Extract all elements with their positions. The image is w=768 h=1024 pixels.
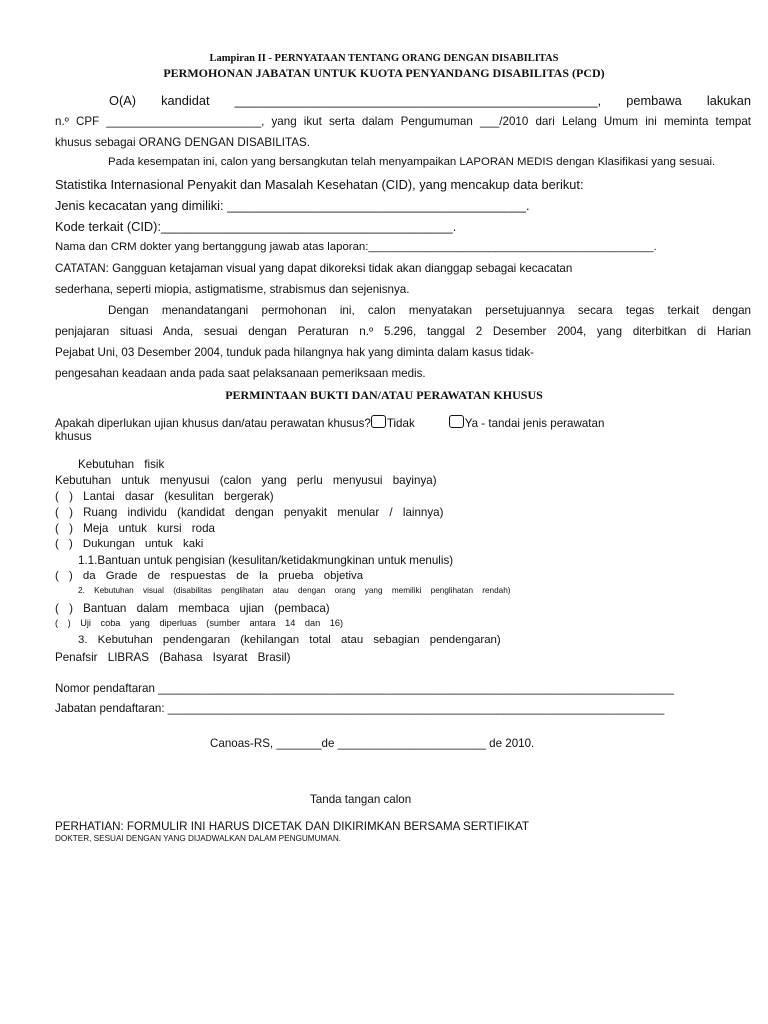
consent-line-3: Pejabat Uni, 03 Desember 2004, tunduk pada hilangnya hak yang diminta dalam kasus tidak- [55, 346, 534, 359]
checkbox-yes[interactable] [449, 415, 464, 428]
visual-needs-title: 2. Kebutuhan visual (disabilitas penglihatan atau dengan orang yang memiliki penglihatan rendah) [78, 586, 511, 595]
option-reader[interactable]: ( ) Bantuan dalam membaca ujian (pembaca) [55, 602, 330, 615]
fill-help-item: 1.1.Bantuan untuk pengisian (kesulitan/ketidakmungkinan untuk menulis) [78, 554, 454, 567]
libras-interpreter: Penafsir LIBRAS (Bahasa Isyarat Brasil) [55, 651, 291, 664]
option-wheelchair-table[interactable]: ( ) Meja untuk kursi roda [55, 522, 216, 535]
intro-line-3: khusus sebagai ORANG DENGAN DISABILITAS. [55, 136, 310, 149]
registration-position-field[interactable]: Jabatan pendaftaran: _____________________________________________________________________________ [55, 702, 665, 715]
question-text: Apakah diperlukan ujian khusus dan/atau perawatan khusus? [55, 417, 371, 430]
option-answer-grid[interactable]: ( ) da Grade de respuestas de la prueba objetiva [55, 570, 364, 582]
special-need-question [55, 415, 604, 430]
intro-line-1: O(A) kandidat ___________________________________________________, pembawa lakukan [109, 93, 751, 108]
consent-line-4: pengesahan keadaan anda pada saat pelaksanaan pemeriksaan medis. [55, 367, 426, 380]
note-line-1: CATATAN: Gangguan ketajaman visual yang dapat dikoreksi tidak akan dianggap sebagai kecacatan [55, 262, 573, 275]
doctor-crm-field: Nama dan CRM dokter yang bertanggung jawab atas laporan:_____________________________________________. [55, 241, 657, 253]
physical-needs-title: Kebutuhan fisik [78, 458, 165, 471]
intro-line-2: n.º CPF ________________________, yang ikut serta dalam Pengumuman ___/2010 dari Lelang Umum ini meminta tempat [55, 115, 751, 128]
annex-title: Lampiran II - PERNYATAAN TENTANG ORANG DENGAN DISABILITAS [209, 53, 559, 64]
form-title: PERMOHONAN JABATAN UNTUK KUOTA PENYANDANG DISABILITAS (PCD) [163, 66, 605, 80]
hearing-needs-title: 3. Kebutuhan pendengaran (kehilangan total atau sebagian pendengaran) [78, 634, 501, 646]
option-no-label: Tidak [386, 417, 415, 430]
disability-type-field: Jenis kecacatan yang dimiliki: __________________________________________. [55, 198, 530, 213]
cid-code-field: Kode terkait (CID):_________________________________________. [55, 219, 457, 234]
intro-line-4: Pada kesempatan ini, calon yang bersangkutan telah menyampaikan LAPORAN MEDIS dengan Klasifikasi yang sesuai. [108, 156, 716, 168]
intro-line-5: Statistika Internasional Penyakit dan Masalah Kesehatan (CID), yang mencakup data berikut: [55, 177, 584, 192]
checkbox-no[interactable] [371, 415, 386, 428]
breastfeed-need: Kebutuhan untuk menyusui (calon yang perlu menyusui bayinya) [55, 474, 437, 487]
notice-line-1: PERHATIAN: FORMULIR INI HARUS DICETAK DAN DIKIRIMKAN BERSAMA SERTIFIKAT [55, 820, 529, 833]
option-yes-label: Ya - tandai jenis perawatan [464, 417, 605, 430]
section-title: PERMINTAAN BUKTI DAN/ATAU PERAWATAN KHUSUS [225, 388, 543, 402]
option-ground-floor[interactable]: ( ) Lantai dasar (kesulitan bergerak) [55, 490, 274, 503]
option-large-font-test[interactable]: ( ) Uji coba yang diperluas (sumber antara 14 dan 16) [55, 618, 344, 628]
note-line-2: sederhana, seperti miopia, astigmatisme, strabismus dan sejenisnya. [55, 283, 410, 296]
consent-line-1: Dengan menandatangani permohonan ini, calon menyatakan persetujuannya secara tegas terkait dengan [108, 304, 751, 317]
option-foot-support[interactable]: ( ) Dukungan untuk kaki [55, 538, 204, 550]
question-continuation: khusus [55, 430, 92, 443]
option-individual-room[interactable]: ( ) Ruang individu (kandidat dengan penyakit menular / lainnya) [55, 506, 444, 519]
registration-number-field[interactable]: Nomor pendaftaran ________________________________________________________________________________ [55, 682, 674, 695]
notice-line-2: DOKTER, SESUAI DENGAN YANG DIJADWALKAN DALAM PENGUMUMAN. [55, 834, 342, 843]
consent-line-2: penjajaran situasi Anda, sesuai dengan Peraturan n.º 5.296, tanggal 2 Desember 2004, yang diterbitkan di Harian [55, 325, 751, 338]
candidate-signature-label: Tanda tangan calon [310, 793, 412, 806]
date-line[interactable]: Canoas-RS, _______de _______________________ de 2010. [210, 737, 535, 750]
